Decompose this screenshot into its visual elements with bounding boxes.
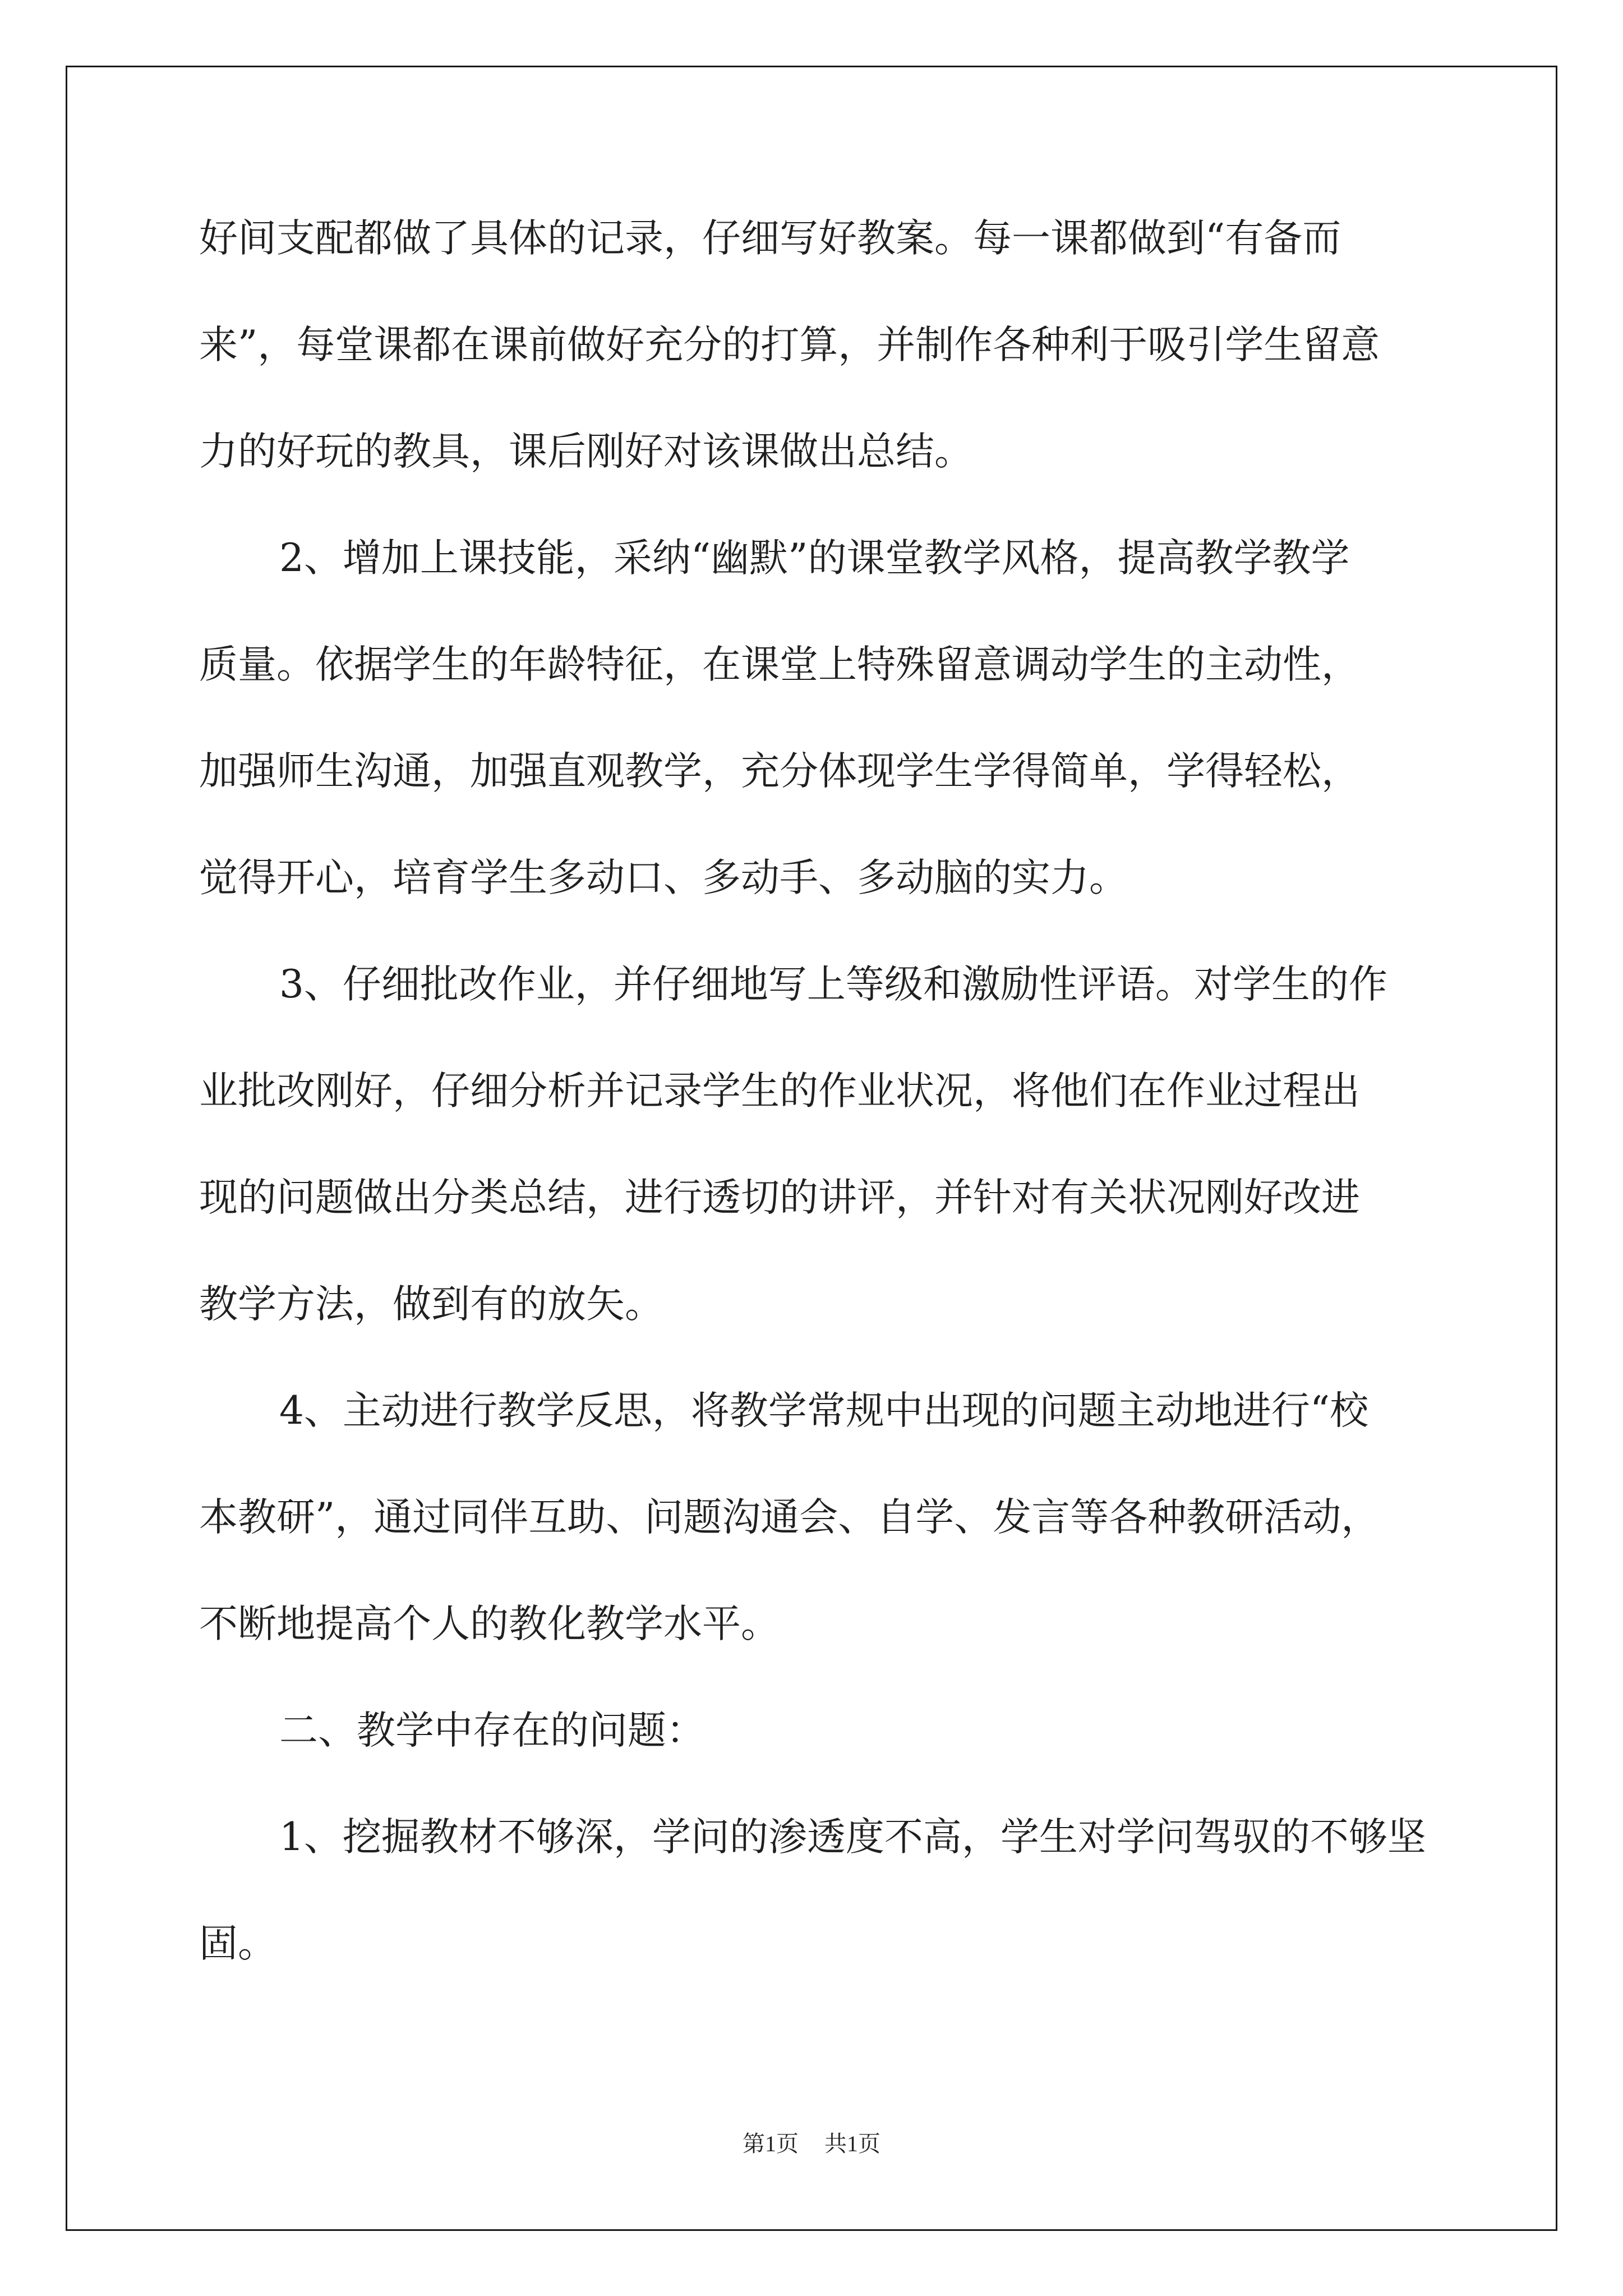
text-line: 固。	[199, 1921, 276, 1966]
page-number-current: 第1页	[743, 2131, 799, 2156]
text-line: 觉得开心，培育学生多动口、多动手、多动脑的实力。	[199, 855, 1128, 900]
text-line: 4、主动进行教学反思，将教学常规中出现的问题主动地进行“校	[279, 1388, 1369, 1433]
text-line: 1、挖掘教材不够深，学问的渗透度不高，学生对学问驾驭的不够坚	[279, 1815, 1426, 1860]
text-line: 力的好玩的教具，课后刚好对该课做出总结。	[199, 429, 973, 474]
page-border	[66, 66, 1557, 2231]
text-line: 现的问题做出分类总结，进行透切的讲评，并针对有关状况刚好改进	[199, 1175, 1360, 1220]
page-number-total: 共1页	[824, 2131, 880, 2156]
page-footer	[0, 2126, 1623, 2158]
text-line: 3、仔细批改作业，并仔细地写上等级和激励性评语。对学生的作	[279, 962, 1387, 1007]
text-line: 质量。依据学生的年龄特征，在课堂上特殊留意调动学生的主动性，	[199, 642, 1360, 687]
text-line: 好间支配都做了具体的记录，仔细写好教案。每一课都做到“有备而	[199, 216, 1341, 261]
text-line: 教学方法，做到有的放矢。	[199, 1282, 663, 1327]
text-line: 加强师生沟通，加强直观教学，充分体现学生学得简单，学得轻松，	[199, 749, 1360, 794]
text-line: 来”，每堂课都在课前做好充分的打算，并制作各种利于吸引学生留意	[199, 323, 1380, 367]
section-heading: 二、教学中存在的问题：	[279, 1708, 705, 1753]
text-line: 本教研”，通过同伴互助、问题沟通会、自学、发言等各种教研活动，	[199, 1495, 1380, 1540]
text-line: 2、增加上课技能，采纳“幽默”的课堂教学风格，提高教学教学	[279, 536, 1350, 581]
text-line: 业批改刚好，仔细分析并记录学生的作业状况，将他们在作业过程出	[199, 1069, 1360, 1114]
text-line: 不断地提高个人的教化教学水平。	[199, 1602, 780, 1646]
